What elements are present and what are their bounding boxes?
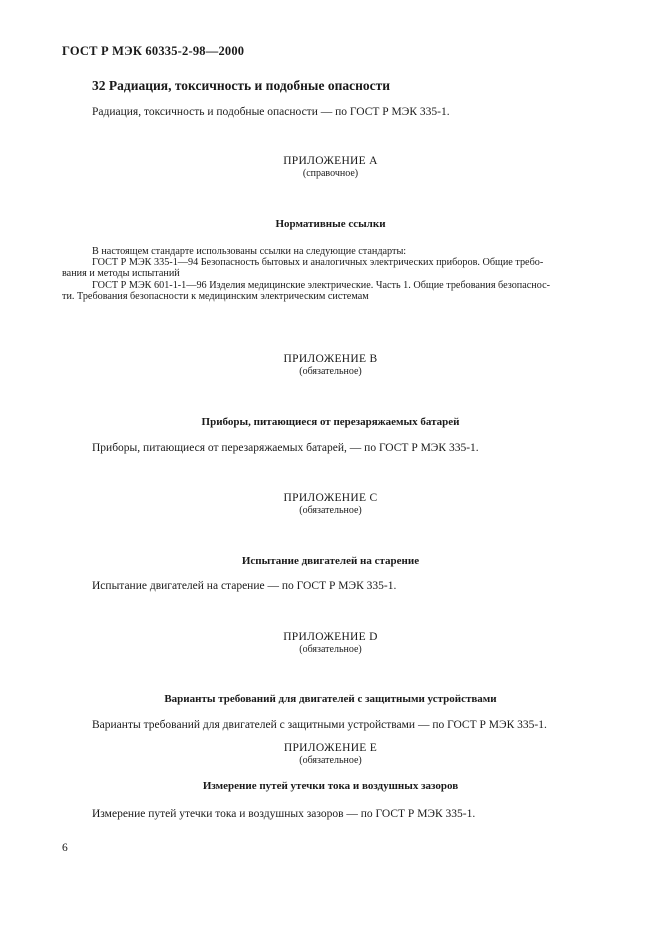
appendix-e-title: Измерение путей утечки тока и воздушных зазоров [202,780,459,792]
appendix-a-ref1-line1: ГОСТ Р МЭК 335-1—94 Безопасность бытовых и аналогичных электрических приборов. Общие требо- [92,257,544,268]
appendix-c-label: ПРИЛОЖЕНИЕ С [283,492,378,504]
page-number: 6 [62,842,68,854]
appendix-a-intro: В настоящем стандарте использованы ссылки на следующие стандарты: [92,246,407,257]
appendix-b-status: (обязательное) [299,366,362,377]
appendix-a-ref1-line2: вания и методы испытаний [62,268,180,279]
appendix-b-title: Приборы, питающиеся от перезаряжаемых батарей [201,416,460,428]
document-header: ГОСТ Р МЭК 60335-2-98—2000 [62,44,245,58]
appendix-b-text: Приборы, питающиеся от перезаряжаемых батарей, — по ГОСТ Р МЭК 335-1. [92,442,479,454]
appendix-e-status: (обязательное) [299,755,362,766]
appendix-c-text: Испытание двигателей на старение — по ГОСТ Р МЭК 335-1. [92,580,397,592]
appendix-b-label: ПРИЛОЖЕНИЕ В [283,353,378,365]
appendix-a-ref2-line2: ти. Требования безопасности к медицинским электрическим системам [62,291,369,302]
appendix-c-status: (обязательное) [299,505,362,516]
section-32-title: 32 Радиация, токсичность и подобные опасности [92,78,391,93]
appendix-a-ref2-line1: ГОСТ Р МЭК 601-1-1—96 Изделия медицинские электрические. Часть 1. Общие требования безопаснос- [92,280,551,291]
appendix-d-status: (обязательное) [299,644,362,655]
section-32-text: Радиация, токсичность и подобные опасности — по ГОСТ Р МЭК 335-1. [92,106,450,118]
appendix-e-label: ПРИЛОЖЕНИЕ Е [283,742,378,754]
appendix-e-text: Измерение путей утечки тока и воздушных зазоров — по ГОСТ Р МЭК 335-1. [92,808,476,820]
appendix-d-label: ПРИЛОЖЕНИЕ D [283,631,378,643]
appendix-d-text: Варианты требований для двигателей с защитными устройствами — по ГОСТ Р МЭК 335-1. [92,719,547,731]
appendix-c-title: Испытание двигателей на старение [241,555,420,567]
appendix-d-title: Варианты требований для двигателей с защитными устройствами [164,693,497,705]
appendix-a-status: (справочное) [302,168,359,179]
appendix-a-title: Нормативные ссылки [275,218,386,230]
appendix-a-label: ПРИЛОЖЕНИЕ А [283,155,378,167]
